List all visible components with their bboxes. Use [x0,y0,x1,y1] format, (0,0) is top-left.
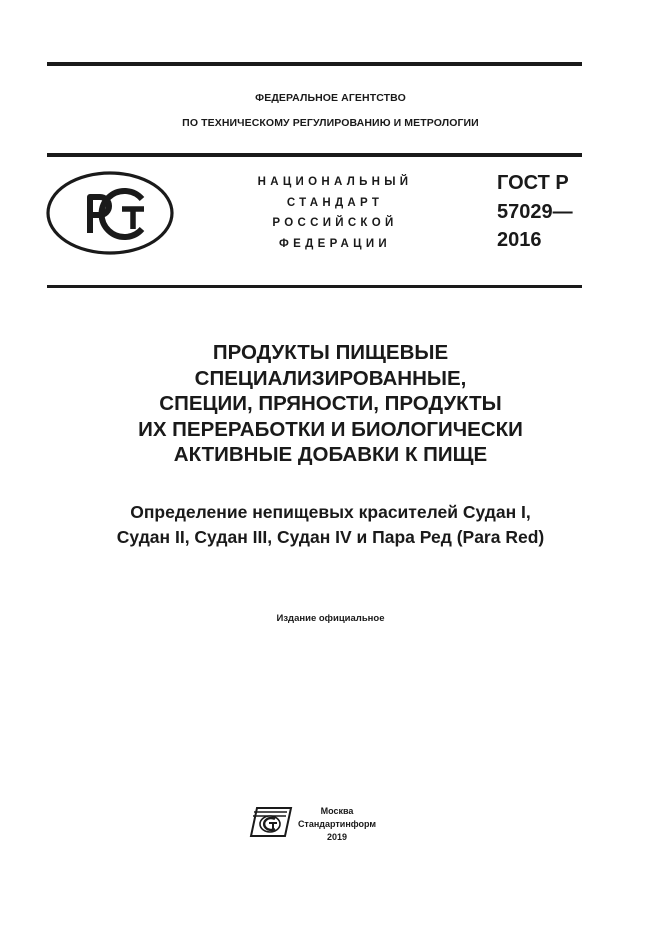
title-line-1: ПРОДУКТЫ ПИЩЕВЫЕ [212,341,449,364]
national-line-1: НАЦИОНАЛЬНЫЙ [257,176,413,188]
publisher-city: Москва [320,806,354,816]
subtitle-line-1: Определение непищевых красителей Судан I, [130,502,531,522]
document-title [0,340,661,468]
standard-code-line-1: ГОСТ Р [497,172,569,194]
publisher-block [296,805,378,844]
title-line-4: ИХ ПЕРЕРАБОТКИ И БИОЛОГИЧЕСКИ [138,417,523,441]
title-line-3: СПЕЦИИ, ПРЯНОСТИ, ПРОДУКТЫ [159,392,502,415]
agency-name-line1: ФЕДЕРАЛЬНОЕ АГЕНТСТВО [255,92,406,104]
standard-code-line-3: 2016 [497,229,542,251]
publisher-year: 2019 [326,832,348,842]
standard-code [497,169,573,255]
document-subtitle [0,500,661,550]
national-standard-label [220,172,450,254]
edition-label: Издание официальное [276,613,385,624]
header-rule [47,153,582,157]
standard-code-line-2: 57029— [497,200,573,223]
top-rule [47,62,582,66]
subtitle-line-2: Судан II, Судан III, Судан IV и Пара Ред (Para Red) [116,527,545,547]
national-line-3: РОССИЙСКОЙ [272,217,398,229]
title-line-5: АКТИВНЫЕ ДОБАВКИ К ПИЩЕ [173,443,488,466]
publisher-name: Стандартинформ [297,819,377,829]
national-line-4: ФЕДЕРАЦИИ [279,237,391,250]
rst-gost-emblem-icon [46,171,174,255]
agency-name-line2: ПО ТЕХНИЧЕСКОМУ РЕГУЛИРОВАНИЮ И МЕТРОЛОГИИ [182,117,479,129]
standartinform-logo-icon [249,806,293,838]
national-line-2: СТАНДАРТ [286,196,384,209]
section-rule [47,285,582,288]
title-line-2: СПЕЦИАЛИЗИРОВАННЫЕ, [194,366,467,390]
